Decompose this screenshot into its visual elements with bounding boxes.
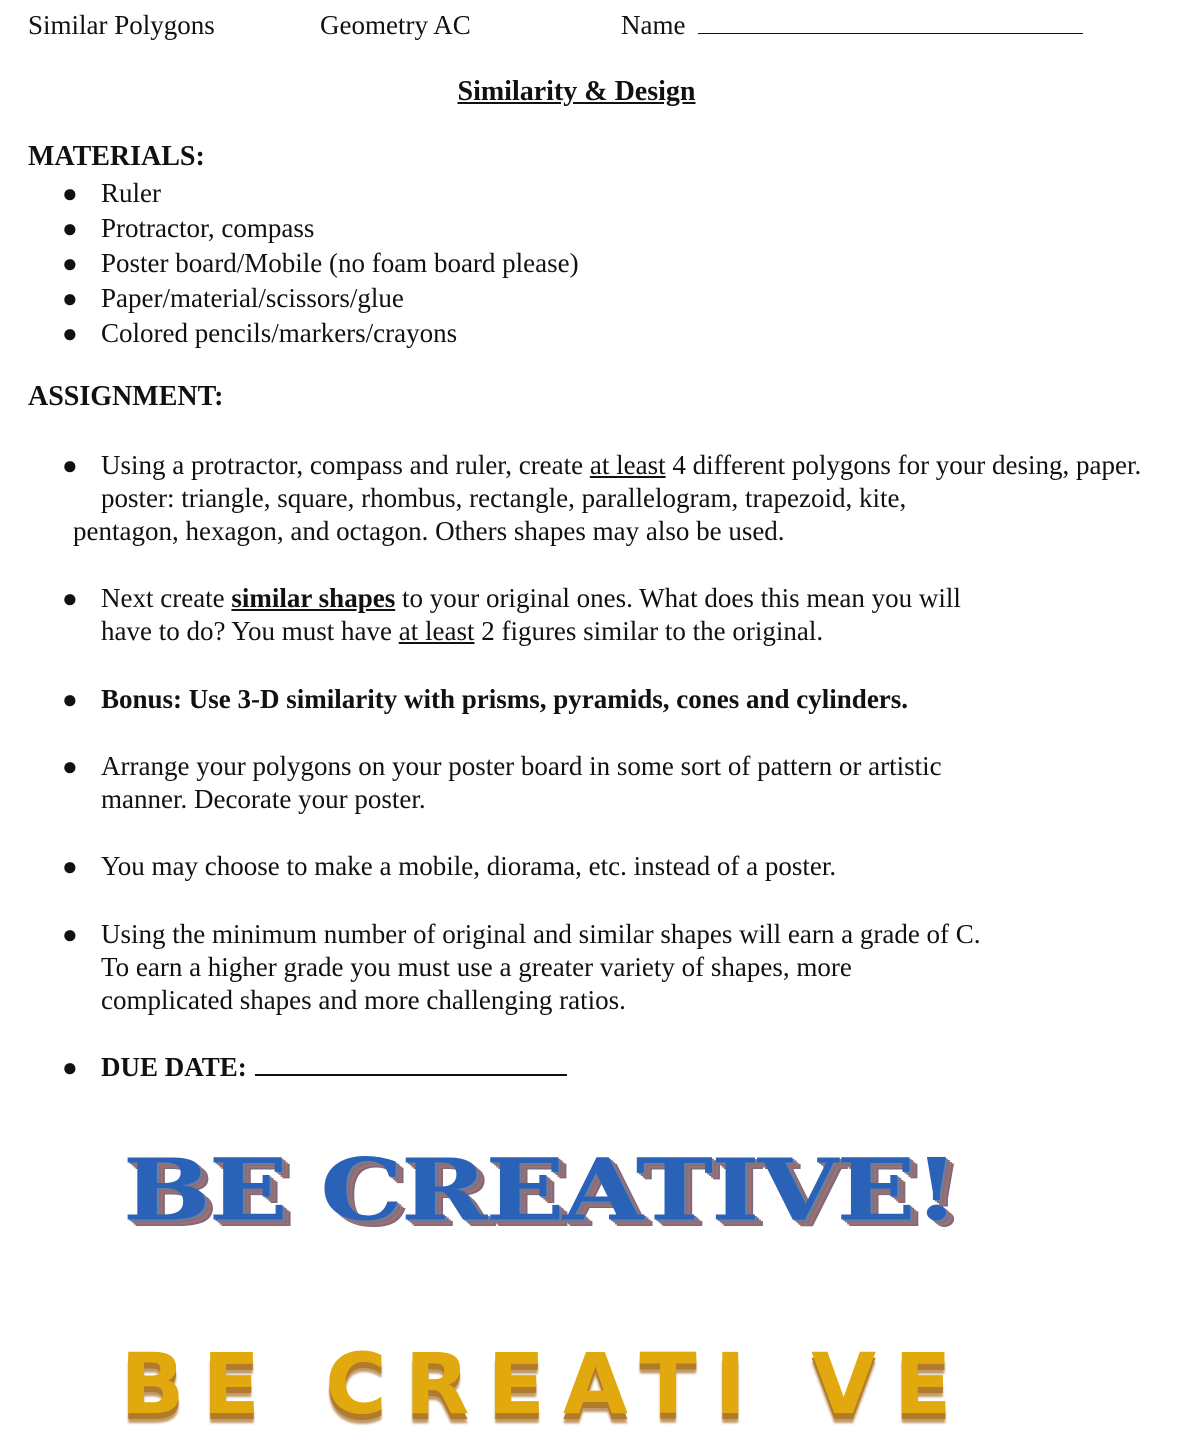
name-label: Name [621,10,686,40]
header-name-field [621,10,1083,41]
list-item: ● Paper/material/scissors/glue [0,281,579,316]
list-item: ● Colored pencils/markers/crayons [0,316,579,351]
header-course-topic: Similar Polygons [28,10,215,40]
bullet-icon: ● [62,852,78,881]
bullet-icon: ● [62,319,78,348]
bullet-icon: ● [62,1053,78,1082]
bullet-icon: ● [62,179,78,208]
due-date-blank-line [255,1073,567,1076]
due-date-label: DUE DATE: [101,1052,247,1082]
list-item: ● Poster board/Mobile (no foam board please) [0,246,579,281]
materials-heading: MATERIALS: [28,141,205,172]
materials-list [0,176,579,351]
list-item: ● Protractor, compass [0,211,579,246]
name-blank-line [698,32,1083,34]
bullet-icon: ● [62,685,78,714]
assignment-item-polygons: ● Using a protractor, compass and ruler, create at least 4 different polygons for your desing, paper. poster: triangle, square, rhombus, rectangle, parallelogram, trapezoid, kite, pentagon, hexagon, and octagon. Others shapes may also be used. [62,450,1142,546]
assignment-item-due-date [0,1051,567,1084]
list-item: ● Ruler [0,176,579,211]
be-creative-banner-3d: BE CREATIVE! [122,1139,958,1240]
page-title: Similarity & Design [457,76,696,107]
bullet-icon: ● [62,752,78,781]
bullet-icon: ● [62,584,78,613]
bullet-icon: ● [62,920,78,949]
assignment-item-similar-shapes: ● Next create similar shapes to your original ones. What does this mean you will have to do? You must have at least 2 figures similar to the original. [62,583,961,646]
bullet-icon: ● [62,284,78,313]
assignment-item-bonus: ● Bonus: Use 3-D similarity with prisms, pyramids, cones and cylinders. [62,684,909,714]
bullet-icon: ● [62,451,78,480]
bullet-icon: ● [62,249,78,278]
assignment-item-grading: ● Using the minimum number of original and similar shapes will earn a grade of C. To earn a higher grade you must use a greater variety of shapes, more complicated shapes and more challenging ratios. [62,919,981,1015]
bullet-icon: ● [62,214,78,243]
header-class-name: Geometry AC [320,10,471,40]
assignment-heading: ASSIGNMENT: [28,381,224,412]
be-creative-banner-gold: BE CREATI VE [120,1335,970,1433]
assignment-item-mobile: ● You may choose to make a mobile, diorama, etc. instead of a poster. [62,851,837,881]
assignment-item-arrange: ● Arrange your polygons on your poster board in some sort of pattern or artistic manner. Decorate your poster. [62,751,942,814]
